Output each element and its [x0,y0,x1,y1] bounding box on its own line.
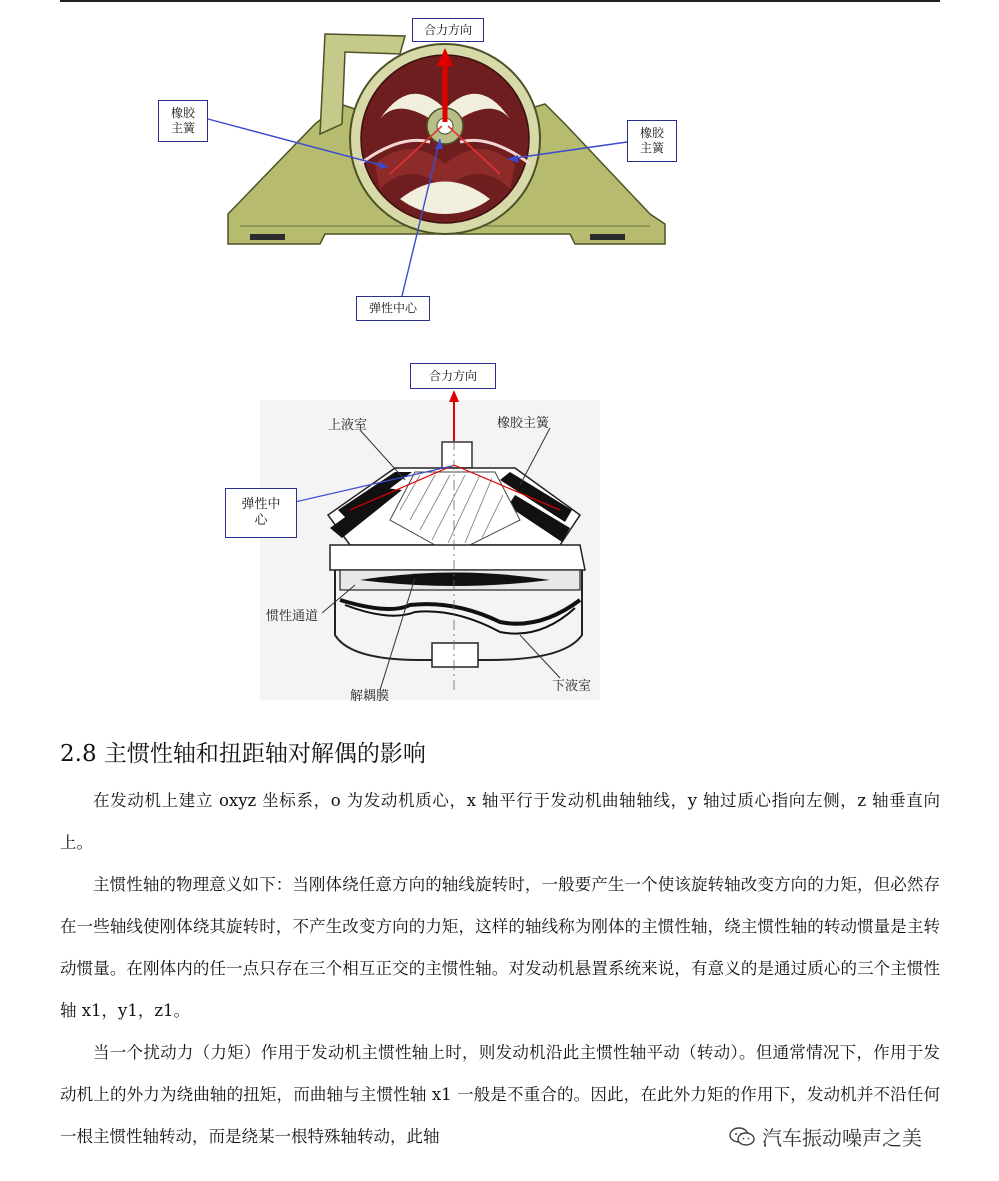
paragraph-1: 在发动机上建立 oxyz 坐标系，o 为发动机质心，x 轴平行于发动机曲轴轴线，y 轴过质心指向左侧，z 轴垂直向上。 [60,791,940,852]
label-inertia-channel: 惯性通道 [266,609,319,624]
watermark-text: 汽车振动噪声之美 [762,1126,922,1150]
label-decoupler: 解耦膜 [350,689,390,704]
section-heading: 2.8 主惯性轴和扭距轴对解偶的影响 [60,741,426,767]
paragraph-3: 当一个扰动力（力矩）作用于发动机主惯性轴上时，则发动机沿此主惯性轴平动（转动）。但通常情况下，作用于发动机上的外力为绕曲轴的扭矩，而曲轴与主惯性轴 x1 一般是不重合的。因此，在此外力矩的作用下，发动机并不沿任何一根主惯性轴转动，而是绕某一根特殊轴转动，此轴 [60,1043,940,1146]
figure-1-mount-diagram [150,14,690,334]
paragraph-2: 主惯性轴的物理意义如下：当刚体绕任意方向的轴线旋转时，一般要产生一个使该旋转轴改变方向的力矩，但必然存在一些轴线使刚体绕其旋转时，不产生改变方向的力矩，这样的轴线称为刚体的主惯性轴，绕主惯性轴的转动惯量是主转动惯量。在刚体内的任一点只存在三个相互正交的主惯性轴。对发动机悬置系统来说，有意义的是通过质心的三个主惯性轴 x1，y1，z1。 [60,875,940,1020]
fig1-callout-rubber-spring-right: 橡胶 主簧 [627,120,677,162]
fig1-callout-elastic-center: 弹性中心 [356,296,430,321]
fig1-callout-resultant-direction: 合力方向 [412,18,484,42]
fig1-callout-rubber-spring-left: 橡胶 主簧 [158,100,208,142]
label-upper-chamber: 上液室 [328,418,368,433]
fig2-callout-resultant-direction: 合力方向 [410,363,496,389]
header-rule [60,0,940,2]
fig2-callout-elastic-center: 弹性中 心 [225,488,297,538]
watermark [728,1122,922,1151]
label-rubber-spring: 橡胶主簧 [497,416,550,431]
wechat-icon [728,1126,756,1148]
label-lower-chamber: 下液室 [552,679,592,694]
